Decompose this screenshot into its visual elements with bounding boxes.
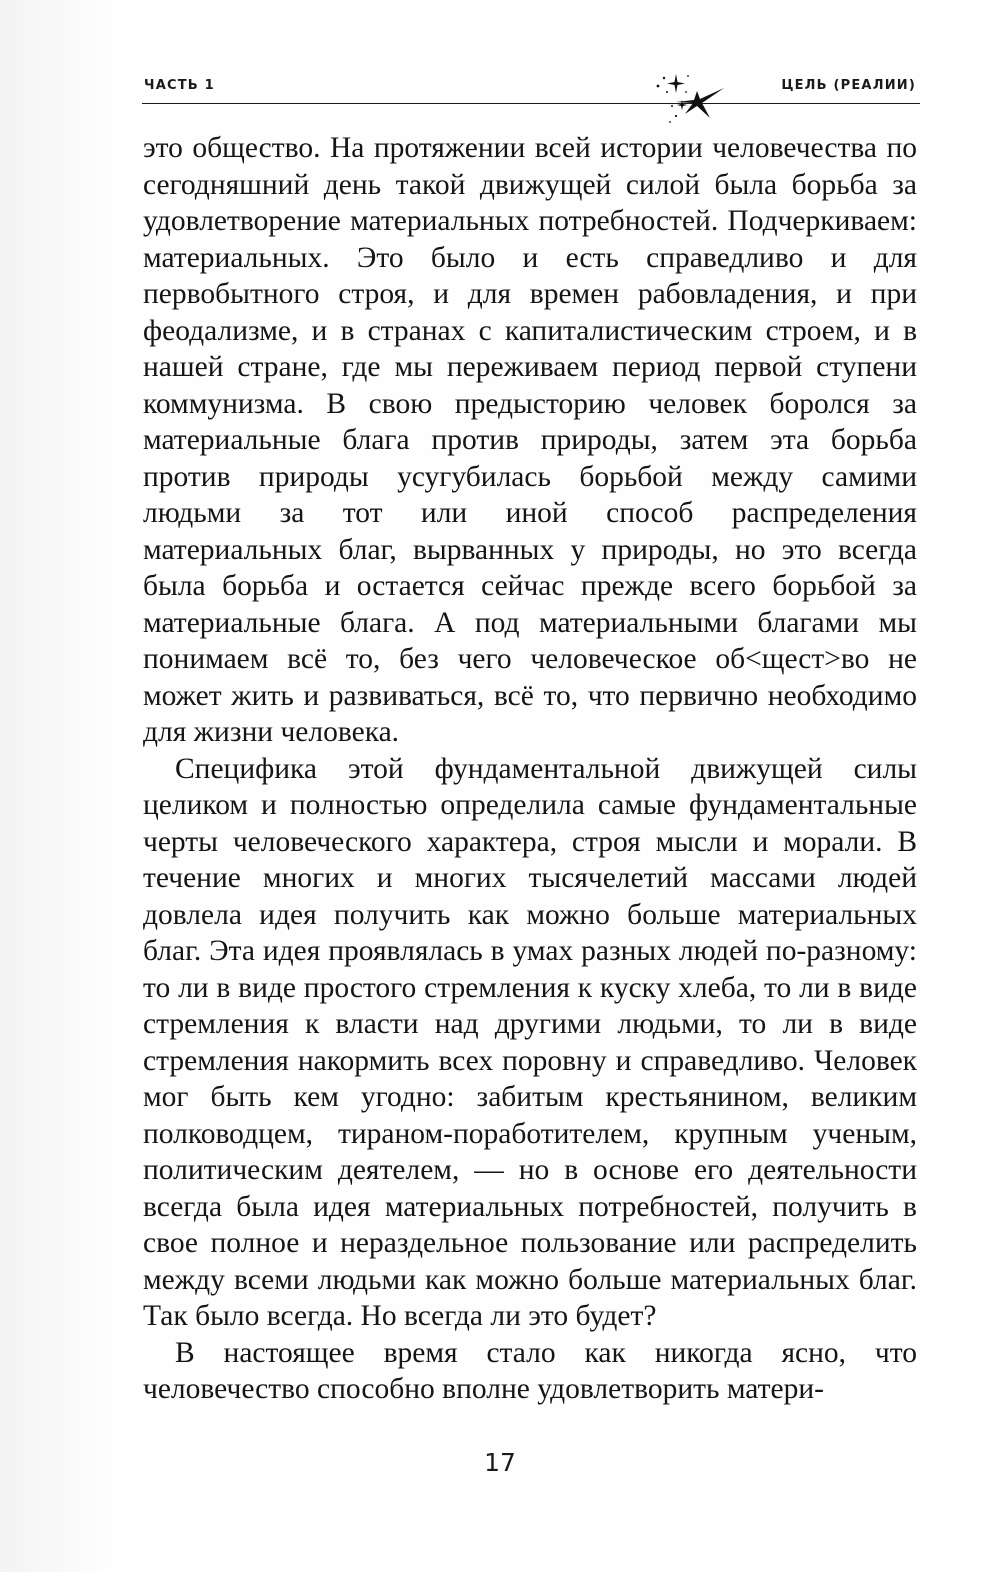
running-head-part: ЧАСТЬ 1 [144, 78, 215, 93]
running-head-chapter: ЦЕЛЬ (РЕАЛИИ) [781, 78, 916, 93]
paragraph: Специфика этой фундаментальной движущей силы целиком и полностью определила самые фундаментальные черты человеческого характера, строя мысли и морали. В течение многих и многих тысячелетий массами людей довлела идея получить как можно больше материальных благ. Эта идея проявлялась в умах разных людей по-разному: то ли в виде простого стремления к куску хлеба, то ли в виде стремления к власти над другими людьми, то ли в виде стремления накормить всех поровну и справедливо. Человек мог быть кем угодно: забитым крестьянином, великим полководцем, тираном-поработителем, крупным ученым, политическим деятелем, — но в основе его деятельности всегда была идея материальных потребностей, получить в свое полное и нераздельное пользование или распределить между всеми людьми как можно больше материальных благ. Так было всегда. Но всегда ли это будет? [143, 752, 917, 1332]
gutter-shadow [0, 0, 110, 1572]
paragraph: В настоящее время стало как никогда ясно, что человечество способно вполне удовлетворить матери- [143, 1336, 917, 1405]
paragraph: это общество. На протяжении всей истории человечества по сегодняшний день такой движущей силой была борьба за удовлетворение материальных потребностей. Подчеркиваем: материальных. Это было и есть справедливо и для первобытного строя, и для времен рабовладения, и при феодализме, и в странах с капиталистическим строем, и в нашей стране, где мы переживаем период первой ступени коммунизма. В свою предысторию человек боролся за материальные блага против природы, затем эта борьба против природы усугубилась борьбой между самими людьми за тот или иной способ распределения материальных благ, вырванных у природы, но это всегда была борьба и остается сейчас прежде всего борьбой за материальные блага. А под материальными благами мы понимаем всё то, без чего человеческое об<щест>во не может жить и развиваться, всё то, что первично необходимо для жизни человека. [143, 132, 917, 748]
header-rule [142, 103, 920, 104]
body-text [143, 130, 917, 1408]
running-head [142, 72, 922, 112]
page-number: 17 [484, 1448, 516, 1477]
star-sparkle-icon [636, 66, 726, 136]
